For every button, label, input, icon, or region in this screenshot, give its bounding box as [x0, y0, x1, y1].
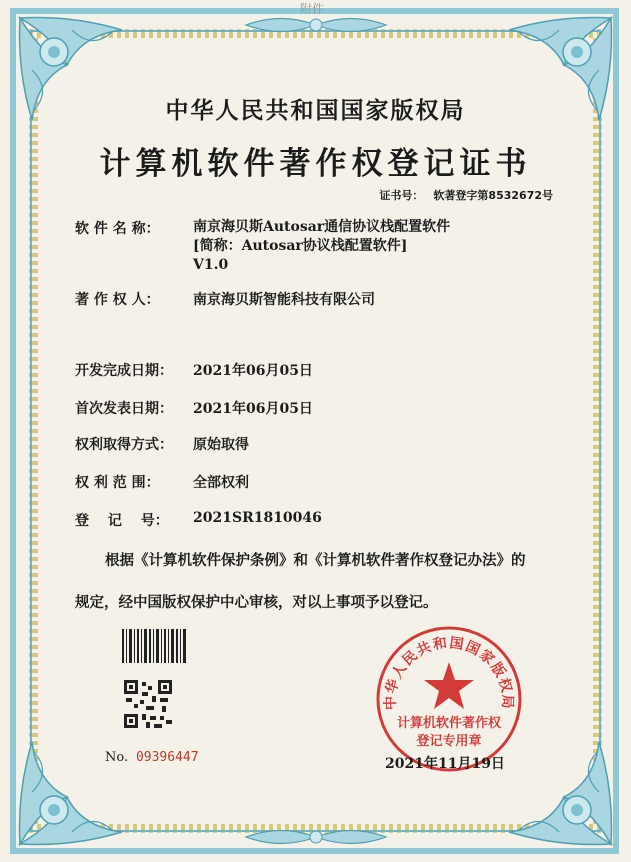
- first-publish-date-label: 首次发表日期：: [75, 401, 173, 417]
- field-rights-acquisition: [75, 434, 249, 454]
- barcode-icon: [122, 629, 188, 663]
- issuer-heading: 中华人民共和国国家版权局: [165, 97, 466, 124]
- field-copyright-owner: [75, 289, 375, 309]
- qr-code-icon: [124, 680, 172, 728]
- software-version-line: V1.0: [193, 257, 229, 273]
- field-dev-complete-date: [75, 360, 313, 380]
- rights-acquisition-label: 权利取得方式：: [75, 437, 173, 453]
- serial-number-value: 09396447: [135, 750, 199, 765]
- rights-scope-label: 权 利 范 围：: [75, 475, 160, 491]
- official-seal-icon: [374, 624, 524, 774]
- copyright-owner-label: 著 作 权 人：: [75, 292, 160, 308]
- copyright-owner-value: 南京海贝斯智能科技有限公司: [193, 292, 375, 308]
- statement-line-1: 根据《计算机软件保护条例》和《计算机软件著作权登记办法》的: [105, 552, 526, 569]
- statement-line-2: 规定，经中国版权保护中心审核，对以上事项予以登记。: [75, 594, 438, 611]
- dev-complete-date-value: 2021年06月05日: [193, 363, 313, 379]
- field-first-publish-date: [75, 398, 313, 418]
- issue-date: 2021年11月19日: [385, 756, 505, 772]
- registration-no-value: 2021SR1810046: [193, 510, 322, 526]
- first-publish-date-value: 2021年06月05日: [193, 401, 313, 417]
- software-short-name-line: [简称：Autosar协议栈配置软件]: [193, 238, 408, 254]
- certificate-number: [379, 187, 553, 203]
- software-name-line: 南京海贝斯Autosar通信协议栈配置软件: [193, 219, 451, 235]
- serial-number: [105, 750, 199, 765]
- seal-inner-line-1: 计算机软件著作权: [396, 716, 501, 731]
- certificate-title: 计算机软件著作权登记证书: [99, 146, 532, 182]
- scan-mark: 附件: [300, 2, 325, 16]
- rights-scope-value: 全部权利: [193, 475, 249, 491]
- rights-acquisition-value: 原始取得: [193, 437, 249, 453]
- seal-inner-line-2: 登记专用章: [416, 734, 482, 749]
- field-registration-no: [75, 510, 322, 530]
- bottom-ornament-icon: [241, 824, 391, 850]
- software-name-label: 软 件 名 称：: [75, 221, 160, 237]
- seal-ring-text: 中华人民共和国国家版权局: [382, 635, 516, 711]
- serial-number-label: No.: [105, 750, 129, 765]
- certificate-number-label: 证书号：: [379, 189, 424, 202]
- dev-complete-date-label: 开发完成日期：: [75, 363, 173, 379]
- registration-no-label: 登 记 号：: [75, 513, 169, 529]
- software-name-value: [193, 218, 450, 275]
- field-software-name: [75, 218, 451, 273]
- certificate-number-value: 软著登字第8532672号: [433, 189, 553, 202]
- field-rights-scope: [75, 472, 249, 492]
